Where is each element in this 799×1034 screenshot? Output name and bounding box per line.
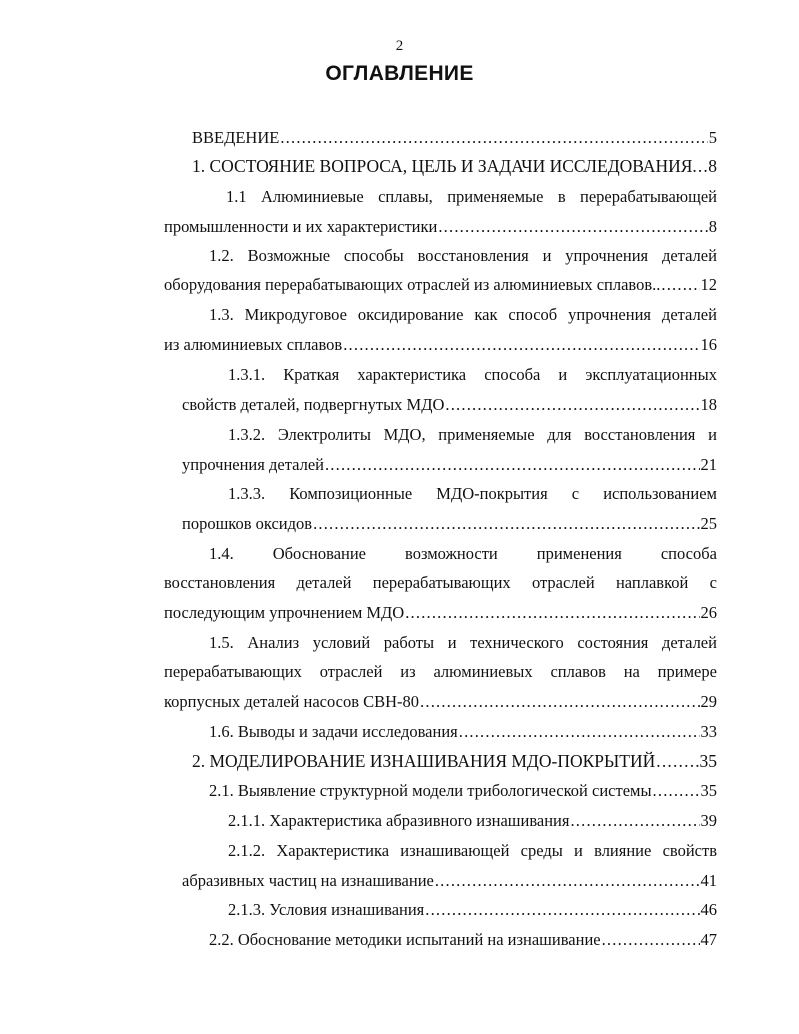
toc-page-number: 5 bbox=[708, 128, 717, 147]
toc-entry-title: свойств деталей, подвергнутых МДО bbox=[182, 395, 445, 414]
toc-line bbox=[164, 273, 717, 297]
toc-word: деталей bbox=[661, 246, 717, 265]
dot-leader bbox=[425, 898, 699, 922]
toc-word: деталей bbox=[661, 633, 717, 652]
toc-word: Анализ bbox=[247, 633, 300, 652]
dot-leader bbox=[602, 928, 700, 952]
toc-line bbox=[164, 690, 717, 714]
toc-line bbox=[228, 482, 717, 506]
dot-leader bbox=[313, 512, 699, 536]
toc-entry-title: последующим упрочнением МДО bbox=[164, 603, 405, 622]
toc-page-number: 21 bbox=[700, 455, 717, 474]
toc-word: свойств bbox=[662, 841, 717, 860]
toc-word: восстановления bbox=[417, 246, 529, 265]
toc-line bbox=[164, 601, 717, 625]
toc-word: МДО, bbox=[383, 425, 426, 444]
toc-page-number: 18 bbox=[700, 395, 717, 414]
toc-word: применяемые bbox=[447, 187, 544, 206]
toc-word: способа bbox=[660, 544, 717, 563]
dot-leader bbox=[280, 126, 707, 150]
toc-entry-title: 2.1. Выявление структурной модели трибологической системы bbox=[209, 781, 652, 800]
dot-leader bbox=[459, 720, 700, 744]
toc-page-number: 47 bbox=[700, 930, 717, 949]
toc-line bbox=[209, 244, 717, 268]
dot-leader bbox=[445, 393, 699, 417]
toc-word: упрочнения bbox=[568, 305, 651, 324]
toc-word: технического bbox=[470, 633, 564, 652]
toc-word: оксидирование bbox=[357, 305, 464, 324]
toc-entry-title: 2. МОДЕЛИРОВАНИЕ ИЗНАШИВАНИЯ МДО-ПОКРЫТИЙ bbox=[192, 751, 656, 771]
toc-word: Композиционные bbox=[289, 484, 413, 503]
dot-leader bbox=[570, 809, 699, 833]
toc-line bbox=[228, 423, 717, 447]
toc-word: на bbox=[623, 662, 640, 681]
toc-word: Электролиты bbox=[277, 425, 371, 444]
toc-word: и bbox=[542, 246, 552, 265]
toc-line bbox=[228, 809, 717, 833]
toc-word: Характеристика bbox=[276, 841, 390, 860]
toc-word: 1.3.1. bbox=[228, 365, 266, 384]
toc-entry-title: 2.2. Обоснование методики испытаний на изнашивание bbox=[209, 930, 601, 949]
dot-leader bbox=[698, 154, 707, 178]
toc-page-number: 12 bbox=[700, 275, 717, 294]
toc-page-number: 39 bbox=[700, 811, 717, 830]
toc-page-number: 41 bbox=[700, 871, 717, 890]
toc-entry-title: ВВЕДЕНИЕ bbox=[192, 128, 280, 147]
toc-line bbox=[164, 571, 717, 595]
toc-page-number: 8 bbox=[708, 156, 717, 176]
toc-word: перерабатывающей bbox=[580, 187, 717, 206]
toc-line bbox=[192, 749, 717, 773]
toc-word: Микродуговое bbox=[244, 305, 347, 324]
toc-word: из bbox=[400, 662, 416, 681]
toc-page-number: 26 bbox=[700, 603, 717, 622]
toc-word: сплавы, bbox=[378, 187, 433, 206]
toc-page-number: 8 bbox=[708, 217, 717, 236]
toc-word: работы bbox=[383, 633, 435, 652]
toc-line bbox=[182, 393, 717, 417]
toc-entry-title: порошков оксидов bbox=[182, 514, 313, 533]
toc-line bbox=[226, 185, 717, 209]
toc-line bbox=[182, 512, 717, 536]
toc-line bbox=[228, 898, 717, 922]
toc-word: отраслей bbox=[531, 573, 595, 592]
toc-word: 1.5. bbox=[209, 633, 234, 652]
toc-word: эксплуатационных bbox=[585, 365, 717, 384]
toc-word: 1.1 bbox=[226, 187, 247, 206]
toc-word: Возможные bbox=[247, 246, 331, 265]
toc-page-number: 35 bbox=[699, 751, 717, 771]
toc-word: способы bbox=[343, 246, 404, 265]
toc-word: для bbox=[547, 425, 572, 444]
toc-line bbox=[164, 660, 717, 684]
toc-word: и bbox=[447, 633, 457, 652]
toc-page-number: 29 bbox=[700, 692, 717, 711]
toc-word: состояния bbox=[577, 633, 649, 652]
dot-leader bbox=[438, 215, 707, 239]
toc-word: МДО-покрытия bbox=[436, 484, 548, 503]
toc-word: с bbox=[571, 484, 580, 503]
toc-word: среды bbox=[520, 841, 563, 860]
toc-line bbox=[228, 839, 717, 863]
toc-word: как bbox=[474, 305, 498, 324]
toc-word: Обоснование bbox=[272, 544, 367, 563]
toc-line bbox=[228, 363, 717, 387]
page-number: 2 bbox=[395, 38, 404, 54]
toc-word: Алюминиевые bbox=[261, 187, 364, 206]
toc-entry-title: корпусных деталей насосов СВН-80 bbox=[164, 692, 420, 711]
toc-word: упрочнения bbox=[565, 246, 649, 265]
toc-word: сплавов bbox=[550, 662, 606, 681]
toc-word: и bbox=[574, 841, 583, 860]
dot-leader bbox=[653, 779, 700, 803]
toc-word: алюминиевых bbox=[433, 662, 533, 681]
dot-leader bbox=[661, 273, 699, 297]
toc-entry-title: 1.6. Выводы и задачи исследования bbox=[209, 722, 458, 741]
toc-line bbox=[182, 453, 717, 477]
toc-word: характеристика bbox=[357, 365, 467, 384]
page-title: ОГЛАВЛЕНИЕ bbox=[325, 62, 474, 85]
toc-word: способ bbox=[508, 305, 558, 324]
toc-entry-title: из алюминиевых сплавов bbox=[164, 335, 343, 354]
toc-word: примере bbox=[657, 662, 717, 681]
toc-word: и bbox=[558, 365, 568, 384]
dot-leader bbox=[420, 690, 699, 714]
toc-page-number: 35 bbox=[700, 781, 717, 800]
toc-entry-title: абразивных частиц на изнашивание bbox=[182, 871, 434, 890]
toc-word: и bbox=[708, 425, 717, 444]
toc-line bbox=[182, 869, 717, 893]
toc-word: восстановления bbox=[164, 573, 276, 592]
toc-word: с bbox=[709, 573, 717, 592]
toc-word: применения bbox=[536, 544, 622, 563]
toc-word: отраслей bbox=[319, 662, 383, 681]
toc-word: способа bbox=[484, 365, 541, 384]
toc-word: возможности bbox=[405, 544, 498, 563]
toc-line bbox=[192, 154, 717, 178]
toc-entry-title: 1. СОСТОЯНИЕ ВОПРОСА, ЦЕЛЬ И ЗАДАЧИ ИССЛЕДОВАНИЯ. bbox=[192, 156, 697, 176]
toc-word: в bbox=[557, 187, 566, 206]
toc-line bbox=[209, 542, 717, 566]
toc-word: влияние bbox=[594, 841, 652, 860]
toc-word: 1.3.3. bbox=[228, 484, 266, 503]
toc-word: изнашивающей bbox=[400, 841, 510, 860]
dot-leader bbox=[656, 749, 698, 773]
toc-page-number: 25 bbox=[700, 514, 717, 533]
toc-line bbox=[209, 303, 717, 327]
toc-line bbox=[209, 779, 717, 803]
toc-line bbox=[209, 720, 717, 744]
dot-leader bbox=[343, 333, 699, 357]
toc-line bbox=[209, 928, 717, 952]
toc-word: 2.1.2. bbox=[228, 841, 266, 860]
toc-word: условий bbox=[312, 633, 371, 652]
toc-word: 1.3. bbox=[209, 305, 234, 324]
toc-page-number: 16 bbox=[700, 335, 717, 354]
toc-line bbox=[209, 631, 717, 655]
toc-word: перерабатывающих bbox=[372, 573, 511, 592]
toc-word: деталей bbox=[296, 573, 352, 592]
toc-line bbox=[164, 333, 717, 357]
toc-word: восстановления bbox=[584, 425, 696, 444]
toc-entry-title: 2.1.1. Характеристика абразивного изнашивания bbox=[228, 811, 570, 830]
toc-word: Краткая bbox=[283, 365, 340, 384]
toc-word: 1.4. bbox=[209, 544, 234, 563]
toc-word: 1.3.2. bbox=[228, 425, 266, 444]
toc-entry-title: промышленности и их характеристики bbox=[164, 217, 438, 236]
dot-leader bbox=[435, 869, 700, 893]
toc-word: деталей bbox=[661, 305, 717, 324]
toc-word: перерабатывающих bbox=[164, 662, 302, 681]
toc-line bbox=[164, 215, 717, 239]
toc-entry-title: упрочнения деталей bbox=[182, 455, 324, 474]
toc-word: использованием bbox=[603, 484, 717, 503]
toc-page-number: 33 bbox=[700, 722, 717, 741]
dot-leader bbox=[405, 601, 699, 625]
toc-word: 1.2. bbox=[209, 246, 234, 265]
toc-entry-title: оборудования перерабатывающих отраслей из алюминиевых сплавов.. bbox=[164, 275, 661, 294]
toc-word: применяемые bbox=[438, 425, 535, 444]
dot-leader bbox=[325, 453, 700, 477]
toc-page-number: 46 bbox=[700, 900, 717, 919]
toc-word: наплавкой bbox=[615, 573, 689, 592]
toc-line bbox=[192, 126, 717, 150]
toc-entry-title: 2.1.3. Условия изнашивания bbox=[228, 900, 425, 919]
